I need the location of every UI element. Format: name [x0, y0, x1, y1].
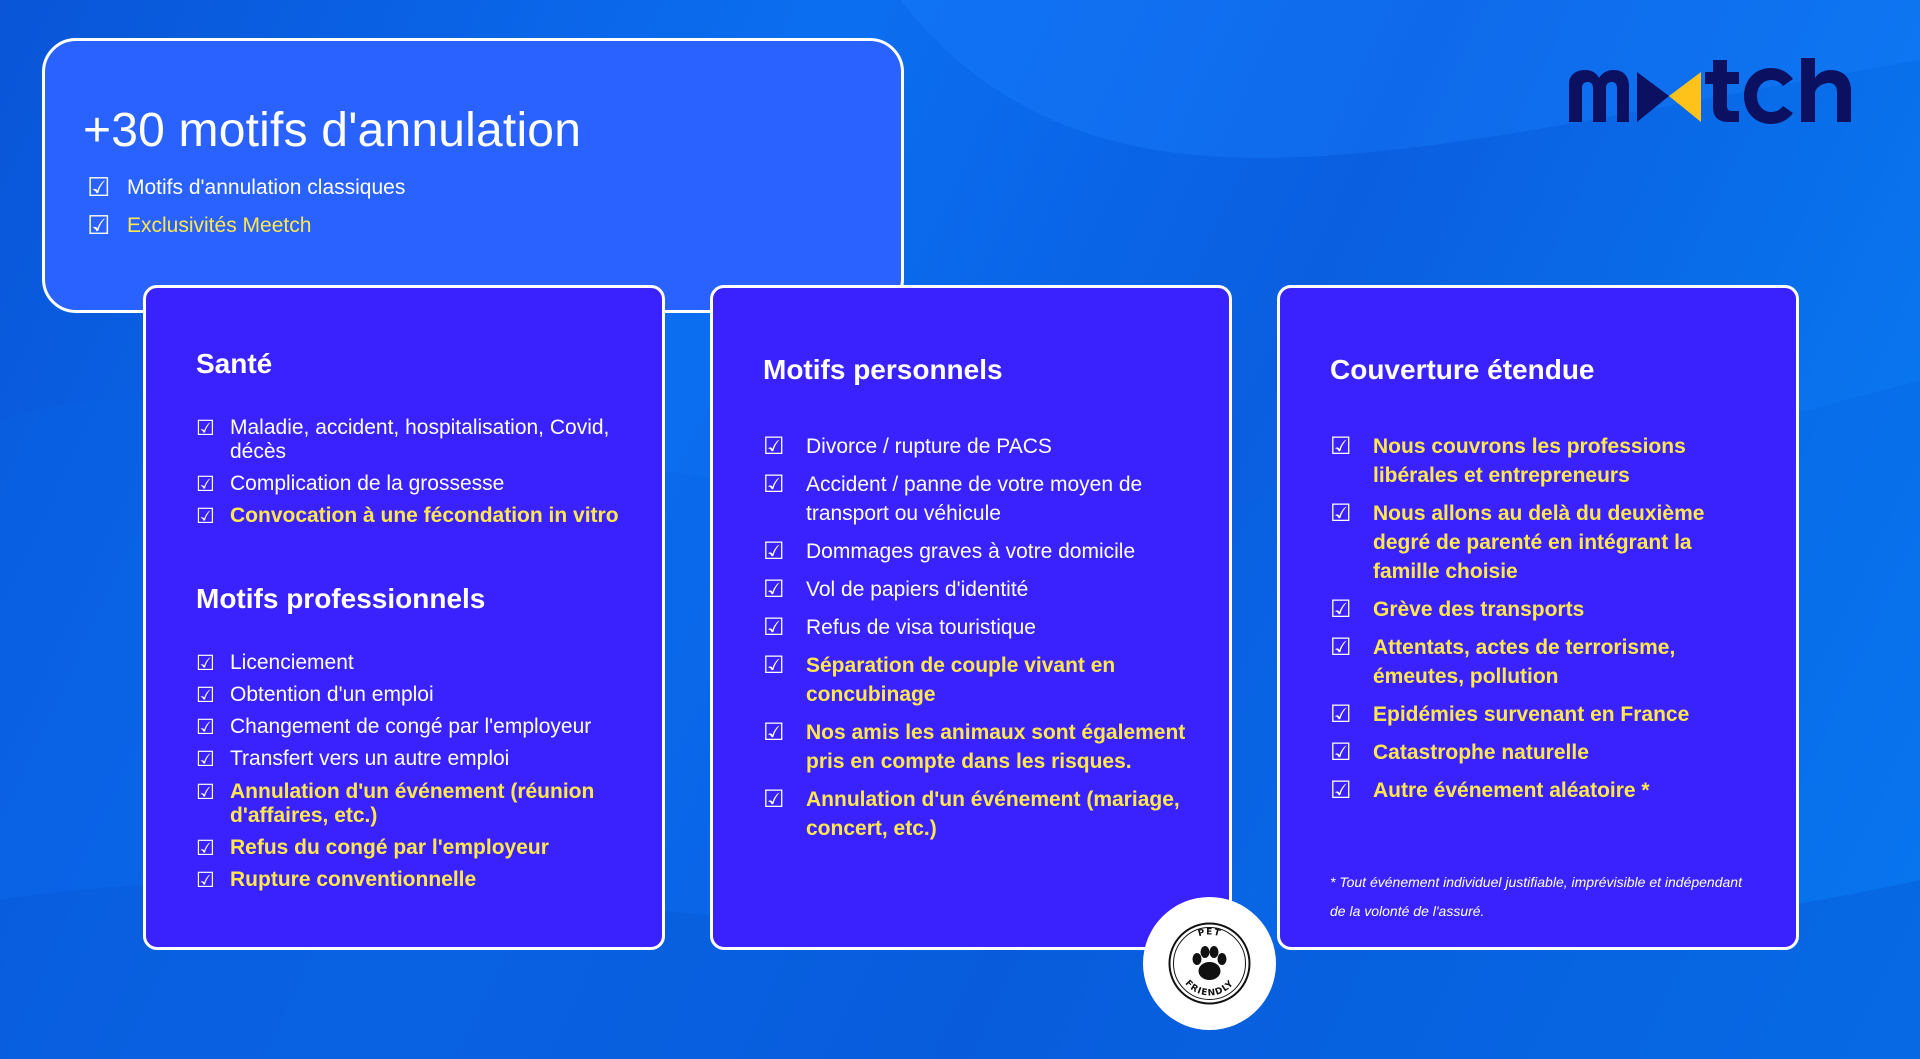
checkbox-icon: ☑ [763, 537, 785, 565]
paw-icon [1167, 921, 1252, 1006]
section-title-couverture: Couverture étendue [1330, 354, 1595, 385]
checkbox-icon: ☑ [196, 651, 215, 675]
list-item-text: Grève des transports [1373, 598, 1585, 621]
list-item [1330, 776, 1756, 805]
list-item [196, 780, 622, 828]
list-item-text: Nous allons au delà du deuxième degré de parenté en intégrant la famille choisie [1373, 502, 1705, 583]
checkbox-icon: ☑ [196, 747, 215, 772]
page-title: +30 motifs d'annulation [83, 104, 582, 157]
list-item [763, 470, 1189, 528]
list-item [1330, 700, 1756, 729]
list-item [196, 504, 622, 528]
legend-classic-label: Motifs d'annulation classiques [127, 176, 406, 199]
checkbox-icon: ☑ [763, 651, 785, 679]
list-item [1330, 595, 1756, 624]
section-title-personnels: Motifs personnels [763, 354, 1003, 385]
list-item-text: Obtention d'un emploi [230, 683, 434, 707]
checkbox-icon: ☑ [196, 472, 215, 497]
checkbox-icon: ☑ [763, 785, 785, 813]
card-sante-professionnels [143, 285, 665, 950]
meetch-logo-icon [1565, 58, 1875, 126]
list-sante [196, 416, 622, 537]
legend-classic [87, 173, 405, 203]
list-item-text: Epidémies survenant en France [1373, 703, 1690, 726]
checkbox-icon: ☑ [87, 211, 111, 241]
list-item [196, 715, 622, 739]
checkbox-icon: ☑ [763, 718, 785, 746]
list-item-text: Transfert vers un autre emploi [230, 747, 510, 771]
list-item [1330, 738, 1756, 767]
list-item-text: Refus du congé par l'employeur [230, 835, 549, 859]
legend-exclusive-label: Exclusivités Meetch [127, 214, 312, 237]
checkbox-icon: ☑ [196, 835, 215, 860]
list-item [196, 683, 622, 707]
list-item-text: Accident / panne de votre moyen de transport ou véhicule [806, 473, 1143, 525]
section-title-sante: Santé [196, 348, 273, 379]
checkbox-icon: ☑ [196, 416, 215, 440]
checkbox-icon: ☑ [196, 683, 215, 708]
list-item-text: Complication de la grossesse [230, 472, 505, 496]
checkbox-icon: ☑ [87, 173, 111, 203]
list-item-text: Attentats, actes de terrorisme, émeutes, pollution [1373, 636, 1676, 688]
list-item-text: Convocation à une fécondation in vitro [230, 504, 619, 528]
badge-top-text: PET [1197, 927, 1223, 940]
list-item-text: Annulation d'un événement (réunion d'affaires, etc.) [230, 779, 595, 827]
list-item-text: Annulation d'un événement (mariage, concert, etc.) [806, 788, 1180, 840]
list-item [1330, 633, 1756, 691]
checkbox-icon: ☑ [1330, 776, 1352, 804]
list-professionnels [196, 651, 622, 900]
checkbox-icon: ☑ [1330, 700, 1352, 728]
list-item [763, 718, 1189, 776]
list-item-text: Vol de papiers d'identité [806, 578, 1029, 601]
list-item-text: Nous couvrons les professions libérales et entrepreneurs [1373, 435, 1686, 487]
list-item-text: Maladie, accident, hospitalisation, Covid, décès [230, 416, 610, 464]
list-item-text: Refus de visa touristique [806, 616, 1036, 639]
list-item [196, 416, 622, 464]
checkbox-icon: ☑ [763, 613, 785, 641]
list-item-text: Changement de congé par l'employeur [230, 715, 592, 739]
list-item [196, 868, 622, 892]
legend-exclusive [87, 211, 311, 241]
checkbox-icon: ☑ [1330, 499, 1352, 527]
section-title-professionnels: Motifs professionnels [196, 583, 486, 614]
checkbox-icon: ☑ [763, 575, 785, 603]
checkbox-icon: ☑ [196, 779, 215, 804]
badge-bottom-text: FRIENDLY [1182, 978, 1237, 999]
list-couverture [1330, 432, 1756, 814]
checkbox-icon: ☑ [763, 432, 785, 460]
svg-text:PET [1197, 927, 1222, 939]
list-item [763, 785, 1189, 843]
pet-friendly-badge [1143, 897, 1276, 1030]
list-item-text: Licenciement [230, 651, 354, 674]
list-item [763, 537, 1189, 566]
checkbox-icon: ☑ [763, 470, 785, 498]
list-item [1330, 432, 1756, 490]
list-item-text: Nos amis les animaux sont également pris en compte dans les risques. [806, 721, 1186, 773]
svg-text:FRIENDLY [1183, 979, 1236, 999]
card-motifs-personnels [710, 285, 1232, 950]
list-item-text: Divorce / rupture de PACS [806, 435, 1052, 458]
checkbox-icon: ☑ [196, 715, 215, 740]
meetch-logo [1565, 58, 1875, 126]
list-item-text: Autre événement aléatoire * [1373, 779, 1650, 802]
list-item [1330, 499, 1756, 586]
header-panel [42, 38, 904, 313]
checkbox-icon: ☑ [1330, 595, 1352, 623]
card-couverture-etendue [1277, 285, 1799, 950]
list-personnels [763, 432, 1189, 852]
list-item-text: Rupture conventionnelle [230, 867, 477, 891]
footnote: * Tout événement individuel justifiable, imprévisible et indépendant de la volonté de l'assuré. [1330, 874, 1742, 919]
list-item-text: Séparation de couple vivant en concubinage [806, 654, 1116, 706]
list-item [763, 613, 1189, 642]
list-item [196, 651, 622, 675]
list-item [196, 836, 622, 860]
list-item [763, 651, 1189, 709]
list-item-text: Catastrophe naturelle [1373, 741, 1589, 764]
checkbox-icon: ☑ [196, 504, 215, 529]
list-item [196, 747, 622, 771]
list-item [196, 472, 622, 496]
checkbox-icon: ☑ [1330, 738, 1352, 766]
checkbox-icon: ☑ [1330, 633, 1352, 661]
checkbox-icon: ☑ [1330, 432, 1352, 460]
list-item [763, 575, 1189, 604]
list-item-text: Dommages graves à votre domicile [806, 540, 1136, 563]
list-item [763, 432, 1189, 461]
checkbox-icon: ☑ [196, 867, 215, 892]
